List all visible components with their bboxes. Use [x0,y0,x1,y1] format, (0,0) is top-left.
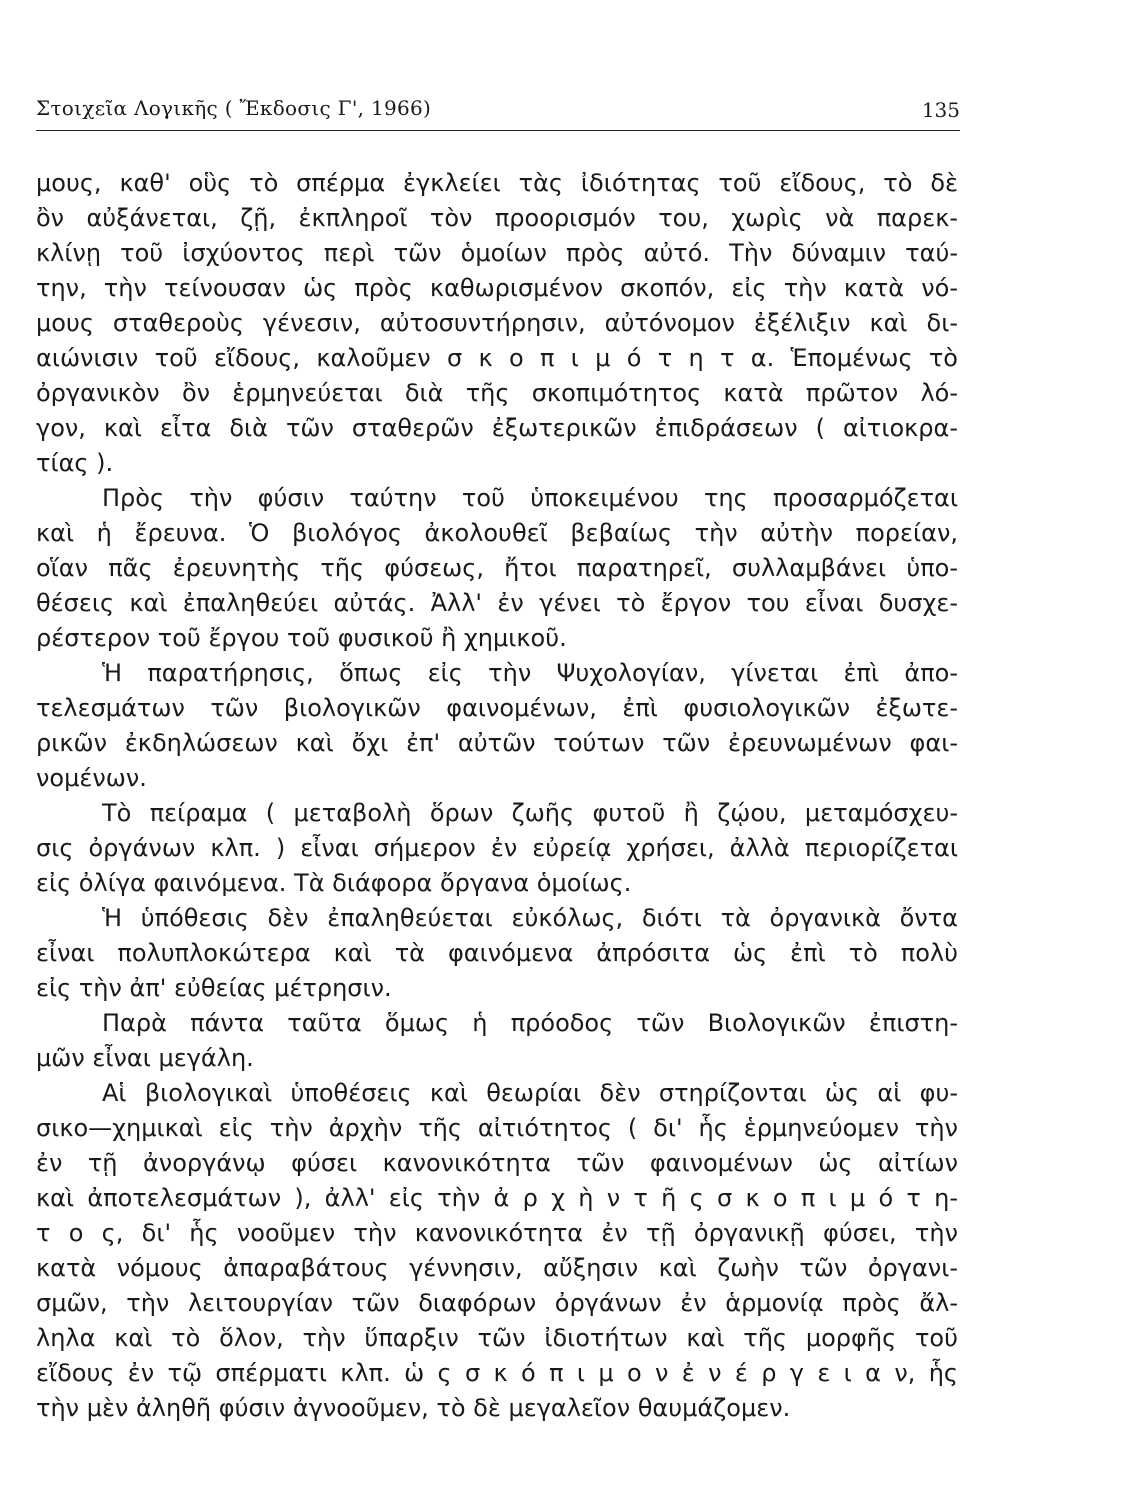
text-line: νομένων. [36,764,147,792]
text-line: Παρὰ πάντα ταῦτα ὅμως ἡ πρόοδος τῶν Βιολογικῶν ἐπιστη- [102,1009,958,1037]
text-line: μους, καθ' οὓς τὸ σπέρμα ἐγκλείει τὰς ἰδιότητας τοῦ εἴδους, τὸ δὲ [36,169,958,197]
text-line: Πρὸς τὴν φύσιν ταύτην τοῦ ὑποκειμένου της προσαρμόζεται [102,484,958,512]
running-title: Στοιχεῖα Λογικῆς ( Ἔκδοσις Γ', 1966) [36,96,432,120]
text-line: σμῶν, τὴν λειτουργίαν τῶν διαφόρων ὀργάνων ἐν ἁρμονίᾳ πρὸς ἄλ- [36,1289,958,1317]
text-line: σικο—χημικαὶ εἰς τὴν ἀρχὴν τῆς αἰτιότητος ( δι' ἧς ἑρμηνεύομεν τὴν [36,1114,958,1142]
text-line: ὂν αὐξάνεται, ζῇ, ἐκπληροῖ τὸν προορισμόν του, χωρὶς νὰ παρεκ- [36,204,958,232]
paragraph [36,796,958,901]
text-line: ληλα καὶ τὸ ὅλον, τὴν ὕπαρξιν τῶν ἰδιοτήτων καὶ τῆς μορφῆς τοῦ [36,1324,958,1352]
text-line: οἵαν πᾶς ἐρευνητὴς τῆς φύσεως, ἤτοι παρατηρεῖ, συλλαμβάνει ὑπο- [36,554,958,582]
text-line: ρέστερον τοῦ ἔργου τοῦ φυσικοῦ ἢ χημικοῦ. [36,624,567,652]
paragraph [36,481,958,656]
text-line: σις ὀργάνων κλπ. ) εἶναι σήμερον ἐν εὐρείᾳ χρήσει, ἀλλὰ περιορίζεται [36,834,958,862]
paragraph [36,656,958,796]
paragraph [36,1006,958,1076]
text-line: κλίνῃ τοῦ ἰσχύοντος περὶ τῶν ὁμοίων πρὸς αὐτό. Τὴν δύναμιν ταύ- [36,239,958,267]
text-line: την, τὴν τείνουσαν ὡς πρὸς καθωρισμένον σκοπόν, εἰς τὴν κατὰ νό- [36,274,958,302]
text-line: εἶναι πολυπλοκώτερα καὶ τὰ φαινόμενα ἀπρόσιτα ὡς ἐπὶ τὸ πολὺ [36,939,958,967]
running-header [36,96,960,131]
text-line: εἰς τὴν ἀπ' εὐθείας μέτρησιν. [36,974,392,1002]
body-text [36,166,958,1426]
text-line: ἐν τῇ ἀνοργάνῳ φύσει κανονικότητα τῶν φαινομένων ὡς αἰτίων [36,1149,958,1177]
text-line: Αἱ βιολογικαὶ ὑποθέσεις καὶ θεωρίαι δὲν στηρίζονται ὡς αἱ φυ- [102,1079,958,1107]
text-line: τὴν μὲν ἀληθῆ φύσιν ἀγνοοῦμεν, τὸ δὲ μεγαλεῖον θαυμάζομεν. [36,1394,791,1422]
text-line: γον, καὶ εἶτα διὰ τῶν σταθερῶν ἐξωτερικῶν ἐπιδράσεων ( αἰτιοκρα- [36,414,958,442]
text-line: ὀργανικὸν ὂν ἑρμηνεύεται διὰ τῆς σκοπιμότητος κατὰ πρῶτον λό- [36,379,958,407]
paragraph [36,901,958,1006]
text-line: καὶ ἀποτελεσμάτων ), ἀλλ' εἰς τὴν ἀ ρ χ ὴ ν τ ῆ ς σ κ ο π ι μ ό τ η- [36,1184,958,1212]
text-line: αιώνισιν τοῦ εἴδους, καλοῦμεν σ κ ο π ι μ ό τ η τ α. Ἑπομένως τὸ [36,344,958,372]
page-number: 135 [921,98,960,122]
text-line: θέσεις καὶ ἐπαληθεύει αὐτάς. Ἀλλ' ἐν γένει τὸ ἔργον του εἶναι δυσχε- [36,589,958,617]
text-line: εἴδους ἐν τῷ σπέρματι κλπ. ὡ ς σ κ ό π ι μ ο ν ἐ ν έ ρ γ ε ι α ν, ἧς [36,1359,958,1387]
text-line: τίας ). [36,449,114,477]
text-line: καὶ ἡ ἔρευνα. Ὁ βιολόγος ἀκολουθεῖ βεβαίως τὴν αὐτὴν πορείαν, [36,519,958,547]
text-line: τ ο ς, δι' ἧς νοοῦμεν τὴν κανονικότητα ἐν τῇ ὀργανικῇ φύσει, τὴν [36,1219,958,1247]
text-line: εἰς ὀλίγα φαινόμενα. Τὰ διάφορα ὄργανα ὁμοίως. [36,869,632,897]
paragraph [36,166,958,481]
text-line: ρικῶν ἐκδηλώσεων καὶ ὄχι ἐπ' αὐτῶν τούτων τῶν ἐρευνωμένων φαι- [36,729,958,757]
text-line: τελεσμάτων τῶν βιολογικῶν φαινομένων, ἐπὶ φυσιολογικῶν ἐξωτε- [36,694,958,722]
text-line: Ἡ ὑπόθεσις δὲν ἐπαληθεύεται εὐκόλως, διότι τὰ ὀργανικὰ ὄντα [102,904,958,932]
text-line: μους σταθεροὺς γένεσιν, αὐτοσυντήρησιν, αὐτόνομον ἐξέλιξιν καὶ δι- [36,309,958,337]
text-line: μῶν εἶναι μεγάλη. [36,1044,254,1072]
text-line: κατὰ νόμους ἀπαραβάτους γέννησιν, αὔξησιν καὶ ζωὴν τῶν ὀργανι- [36,1254,958,1282]
text-line: Τὸ πείραμα ( μεταβολὴ ὅρων ζωῆς φυτοῦ ἢ ζῴου, μεταμόσχευ- [102,799,958,827]
text-line: Ἡ παρατήρησις, ὅπως εἰς τὴν Ψυχολογίαν, γίνεται ἐπὶ ἀπο- [102,659,958,687]
paragraph [36,1076,958,1426]
